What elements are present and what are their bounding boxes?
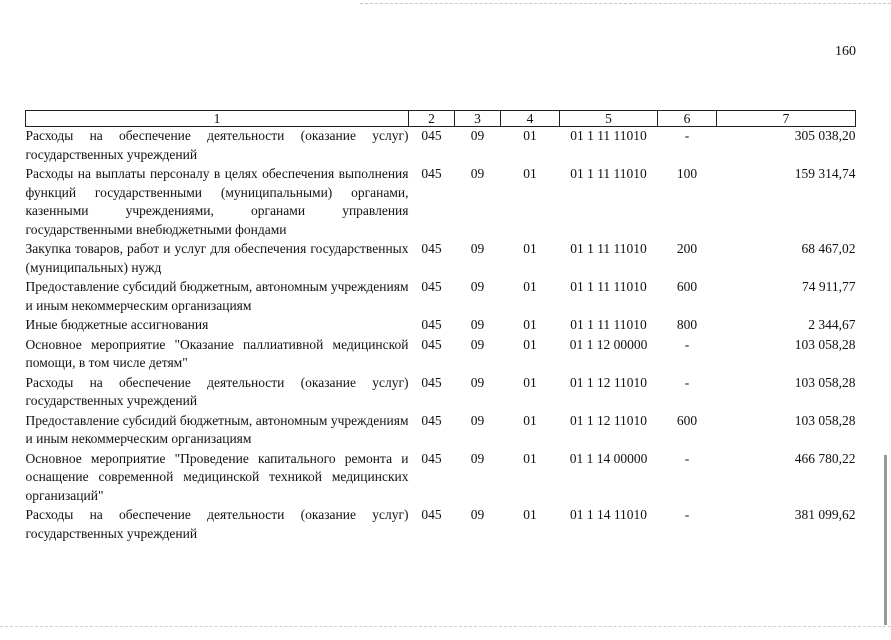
column-header-6: 6	[658, 111, 717, 127]
row-target-code: 01 1 11 11010	[570, 166, 647, 181]
page-number: 160	[835, 44, 856, 59]
budget-table	[25, 110, 856, 544]
row-amount: 159 314,74	[794, 166, 856, 181]
column-header-3: 3	[455, 111, 501, 127]
row-ministry-code: 045	[421, 128, 442, 143]
table-row	[26, 506, 856, 544]
header-row	[26, 111, 856, 127]
table-row	[26, 412, 856, 450]
row-section-code: 09	[470, 166, 485, 181]
row-description: Закупка товаров, работ и услуг для обеспечения государственных (муниципальных) нужд	[25, 241, 409, 275]
row-description: Основное мероприятие "Оказание паллиативной медицинской помощи, в том числе детям"	[25, 336, 409, 370]
scan-edge-top	[360, 3, 891, 4]
row-subsection-code: 01	[523, 336, 537, 352]
row-subsection-code: 01	[523, 507, 537, 522]
row-ministry-code: 045	[421, 279, 442, 294]
table-row	[26, 165, 856, 240]
row-expense-type: 100	[676, 166, 698, 181]
row-expense-type: 600	[676, 412, 698, 428]
row-expense-type: 600	[676, 279, 698, 294]
column-header-2: 2	[409, 111, 455, 127]
row-section-code: 09	[470, 317, 485, 332]
row-target-code: 01 1 12 11010	[569, 374, 648, 390]
row-amount: 305 038,20	[794, 128, 856, 143]
row-ministry-code: 045	[421, 412, 442, 428]
row-section-code: 09	[470, 507, 485, 522]
row-description: Расходы на обеспечение деятельности (оказание услуг) государственных учреждений	[25, 374, 409, 408]
row-subsection-code: 01	[523, 279, 537, 294]
row-amount: 466 780,22	[794, 450, 856, 466]
column-header-1: 1	[26, 111, 409, 127]
scan-edge-right	[884, 455, 887, 625]
row-expense-type: 800	[676, 317, 698, 332]
row-description: Предоставление субсидий бюджетным, автономным учреждениям и иным некоммерческим организациям	[25, 279, 409, 313]
row-subsection-code: 01	[523, 450, 537, 466]
table-row	[26, 240, 856, 278]
row-section-code: 09	[470, 374, 485, 390]
row-target-code: 01 1 14 00000	[569, 450, 648, 466]
row-target-code: 01 1 12 00000	[569, 336, 648, 352]
row-subsection-code: 01	[523, 317, 537, 332]
table-row	[26, 127, 856, 166]
row-subsection-code: 01	[523, 166, 537, 181]
row-description: Основное мероприятие "Проведение капитального ремонта и оснащение современной медицинской техникой медицинских организаций"	[25, 450, 409, 503]
row-target-code: 01 1 14 11010	[569, 507, 648, 522]
row-target-code: 01 1 11 11010	[570, 279, 647, 294]
row-amount: 68 467,02	[801, 241, 856, 256]
row-target-code: 01 1 11 11010	[570, 241, 647, 256]
row-section-code: 09	[470, 279, 485, 294]
row-description: Расходы на обеспечение деятельности (оказание услуг) государственных учреждений	[25, 128, 409, 162]
row-description: Предоставление субсидий бюджетным, автономным учреждениям и иным некоммерческим организациям	[25, 412, 409, 446]
row-ministry-code: 045	[421, 241, 442, 256]
row-expense-type: -	[684, 336, 690, 352]
row-expense-type: 200	[676, 241, 698, 256]
row-ministry-code: 045	[421, 374, 442, 390]
row-ministry-code: 045	[421, 317, 442, 332]
row-subsection-code: 01	[523, 374, 537, 390]
row-description: Расходы на выплаты персоналу в целях обеспечения выполнения функций государственными (муниципальными) органами, казенными учреждениями, органами управления государственными внебюджетными фондами	[25, 166, 409, 237]
row-ministry-code: 045	[421, 336, 442, 352]
row-subsection-code: 01	[523, 412, 537, 428]
row-amount: 2 344,67	[808, 317, 856, 332]
row-amount: 103 058,28	[794, 412, 856, 428]
column-header-5: 5	[560, 111, 658, 127]
table-row	[26, 278, 856, 316]
row-amount: 103 058,28	[794, 374, 856, 390]
column-header-4: 4	[501, 111, 560, 127]
row-description: Расходы на обеспечение деятельности (оказание услуг) государственных учреждений	[25, 507, 409, 541]
row-expense-type: -	[684, 450, 690, 466]
row-ministry-code: 045	[421, 166, 442, 181]
row-subsection-code: 01	[523, 241, 537, 256]
row-subsection-code: 01	[523, 128, 537, 143]
row-amount: 103 058,28	[794, 336, 856, 352]
table-row	[26, 374, 856, 412]
row-ministry-code: 045	[421, 507, 442, 522]
row-section-code: 09	[470, 241, 485, 256]
scan-edge-bottom	[0, 626, 891, 627]
row-expense-type: -	[684, 507, 690, 522]
table-row	[26, 316, 856, 336]
row-target-code: 01 1 12 11010	[569, 412, 648, 428]
row-description: Иные бюджетные ассигнования	[25, 317, 209, 332]
table-row	[26, 450, 856, 507]
row-expense-type: -	[684, 128, 690, 143]
row-target-code: 01 1 11 11010	[570, 128, 647, 143]
table-body	[26, 127, 856, 545]
row-amount: 381 099,62	[794, 507, 856, 522]
row-ministry-code: 045	[421, 450, 442, 466]
row-expense-type: -	[684, 374, 690, 390]
row-amount: 74 911,77	[802, 279, 856, 294]
row-section-code: 09	[470, 412, 485, 428]
table-row	[26, 336, 856, 374]
row-section-code: 09	[470, 336, 485, 352]
row-section-code: 09	[470, 450, 485, 466]
row-section-code: 09	[470, 128, 485, 143]
column-header-7: 7	[717, 111, 856, 127]
row-target-code: 01 1 11 11010	[570, 317, 647, 332]
